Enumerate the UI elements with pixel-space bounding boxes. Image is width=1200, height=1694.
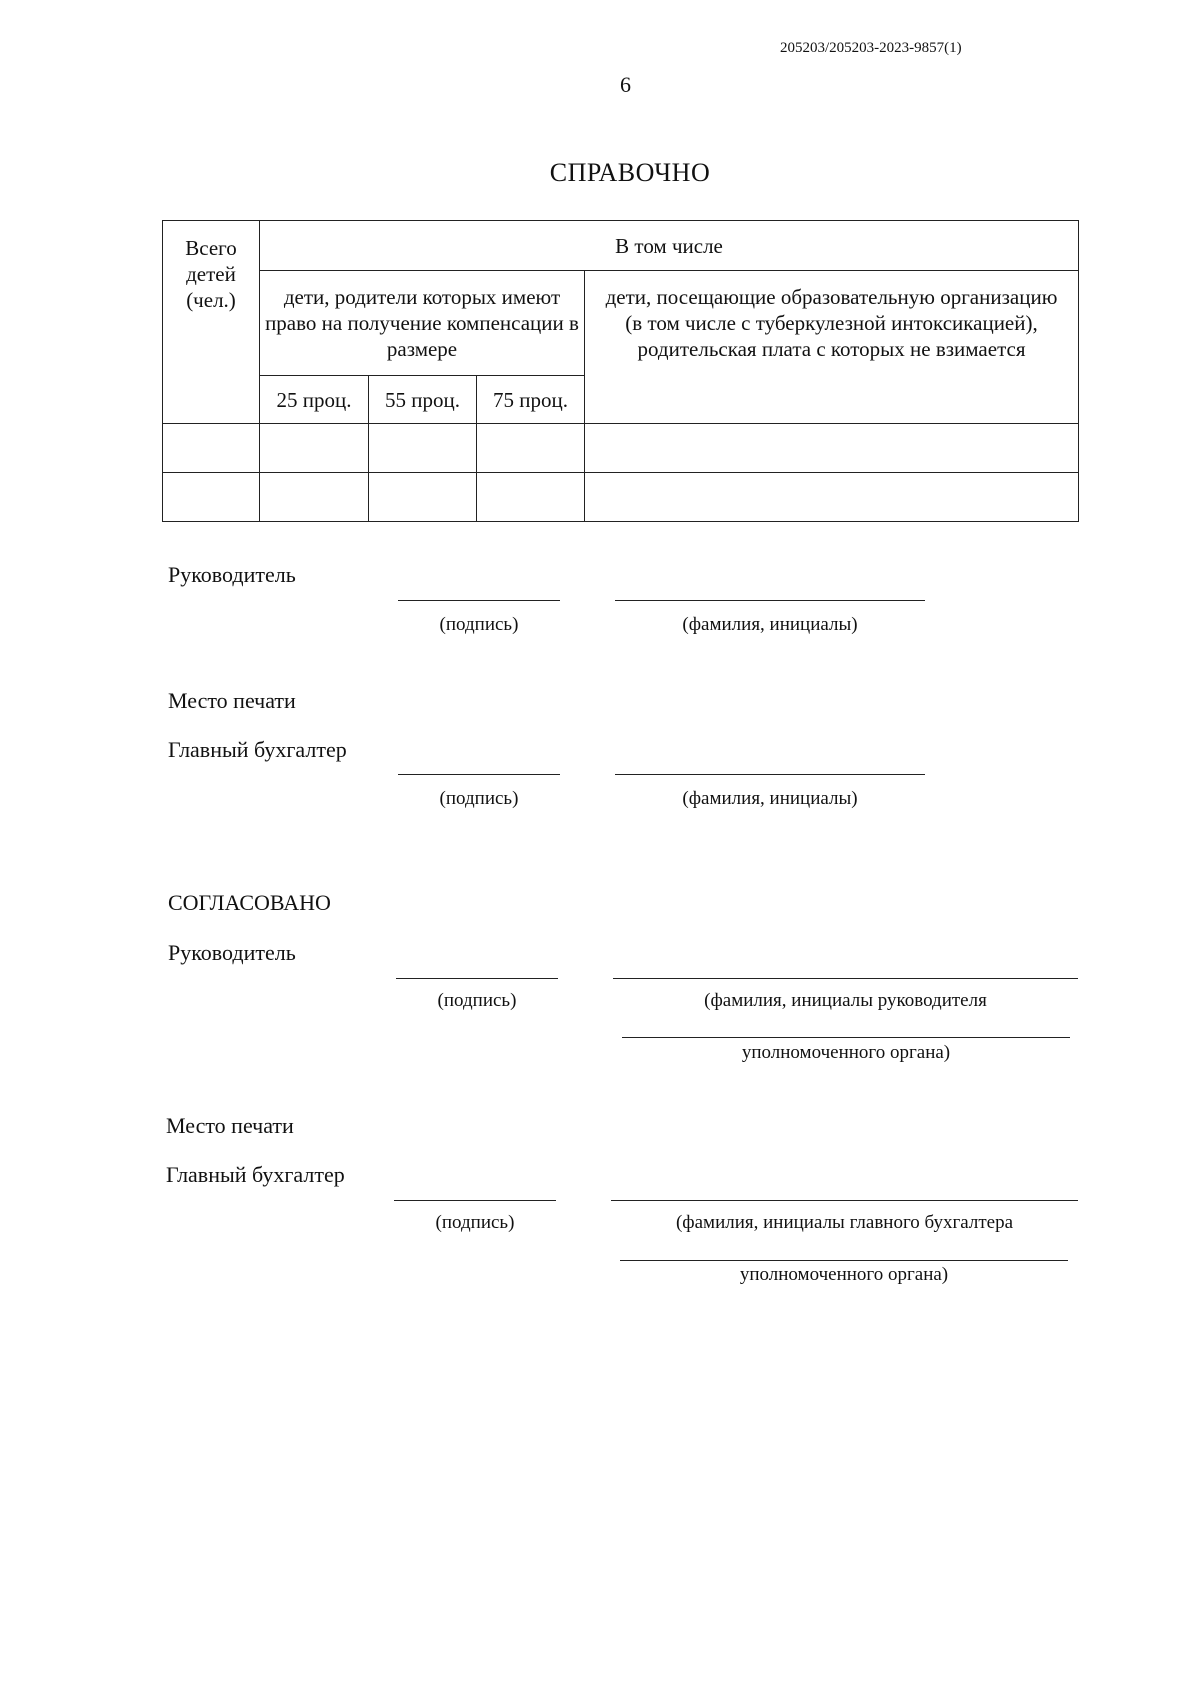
accountant-name-caption: (фамилия, инициалы) xyxy=(682,788,858,809)
accountant-signature-caption: (подпись) xyxy=(439,788,519,809)
head-label: Руководитель xyxy=(168,562,296,587)
accountant-name-line xyxy=(615,774,925,775)
table-cell xyxy=(163,424,260,473)
approval-head-name-line-2 xyxy=(622,1037,1070,1038)
header-pct-55: 55 проц. xyxy=(369,376,477,424)
approval-accountant-name-caption: (фамилия, инициалы главного бухгалтера xyxy=(675,1212,1014,1233)
approval-accountant-name-caption-2: уполномоченного органа) xyxy=(739,1264,949,1285)
approval-head-label: Руководитель xyxy=(168,940,296,965)
header-pct-75: 75 проц. xyxy=(477,376,585,424)
reference-table xyxy=(162,220,1079,522)
table-row xyxy=(163,424,1079,473)
table-cell xyxy=(369,424,477,473)
chief-accountant-label: Главный бухгалтер xyxy=(168,737,347,762)
approval-head-signature-line xyxy=(396,978,558,979)
header-compensation: дети, родители которых имеют право на получение компенсации в размере xyxy=(260,271,585,376)
document-id: 205203/205203-2023-9857(1) xyxy=(780,40,962,56)
approval-head-signature-caption: (подпись) xyxy=(437,990,517,1011)
approval-head-name-line xyxy=(613,978,1078,979)
table-cell xyxy=(585,424,1079,473)
accountant-signature-line xyxy=(398,774,560,775)
approval-head-name-caption-2: уполномоченного органа) xyxy=(741,1042,951,1063)
approval-chief-accountant-label: Главный бухгалтер xyxy=(166,1162,345,1187)
approval-accountant-name-line xyxy=(611,1200,1078,1201)
header-including: В том числе xyxy=(260,221,1079,271)
table-cell xyxy=(477,473,585,522)
head-signature-line xyxy=(398,600,560,601)
header-free-attendance: дети, посещающие образовательную организацию (в том числе с туберкулезной интоксикацией), родительская плата с которых не взимается xyxy=(585,271,1079,424)
table-cell xyxy=(585,473,1079,522)
head-name-line xyxy=(615,600,925,601)
table-cell xyxy=(163,473,260,522)
page-number: 6 xyxy=(620,72,631,97)
approval-accountant-signature-caption: (подпись) xyxy=(435,1212,515,1233)
header-pct-25: 25 проц. xyxy=(260,376,369,424)
approval-head-name-caption: (фамилия, инициалы руководителя xyxy=(704,990,987,1011)
table-cell xyxy=(369,473,477,522)
head-name-caption: (фамилия, инициалы) xyxy=(682,614,858,635)
approval-accountant-name-line-2 xyxy=(620,1260,1068,1261)
header-total-children: Всего детей (чел.) xyxy=(163,221,260,424)
approval-label: СОГЛАСОВАНО xyxy=(168,890,331,915)
head-signature-caption: (подпись) xyxy=(439,614,519,635)
table-cell xyxy=(260,473,369,522)
table-row xyxy=(163,473,1079,522)
page-title: СПРАВОЧНО xyxy=(549,158,711,187)
table-cell xyxy=(477,424,585,473)
seal-label: Место печати xyxy=(168,688,296,713)
approval-seal-label: Место печати xyxy=(166,1113,294,1138)
table-cell xyxy=(260,424,369,473)
approval-accountant-signature-line xyxy=(394,1200,556,1201)
